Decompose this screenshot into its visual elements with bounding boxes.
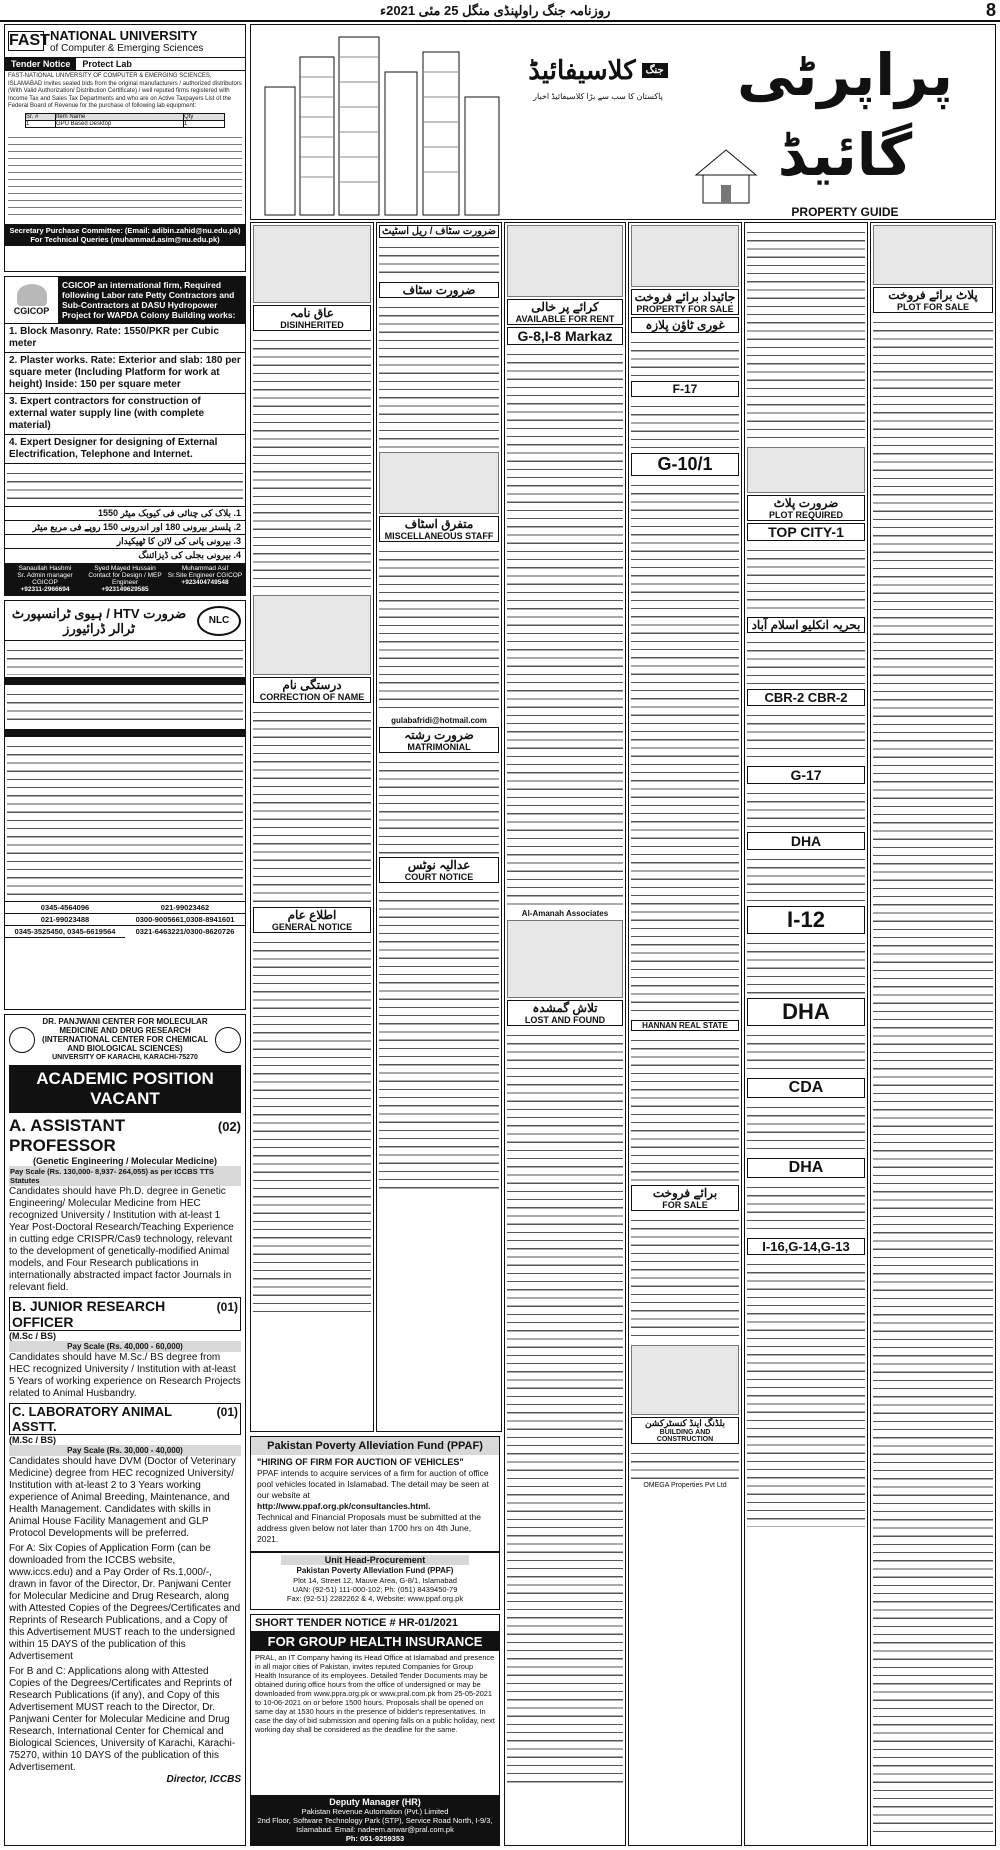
section-title-en: PROPERTY FOR SALE — [636, 304, 734, 314]
position-a-count: (02) — [217, 1119, 241, 1134]
cgicop-urdu-intro — [7, 466, 243, 504]
house-illustration — [507, 225, 623, 297]
iccbs-signature: Director, ICCBS — [166, 1774, 241, 1785]
section-title-en: BUILDING AND CONSTRUCTION — [656, 1429, 714, 1443]
classified-lines — [747, 635, 865, 687]
section-title-ur: برائے فروخت — [652, 1186, 718, 1200]
cgicop-item: 1. Block Masonry. Rate: 1550/PKR per Cubic meter — [5, 324, 245, 353]
omega-properties: OMEGA Properties Pvt Ltd — [643, 1482, 727, 1489]
pral-tender-no: SHORT TENDER NOTICE # HR-01/2021 — [251, 1615, 499, 1632]
ppaf-addr-1: Pakistan Poverty Alleviation Fund (PPAF) — [296, 1566, 454, 1575]
section-title-ur: درستگی نام — [282, 678, 342, 692]
email-line: gulabafridi@hotmail.com — [391, 716, 487, 725]
property-guide-header — [250, 24, 996, 220]
nust-tender-ad — [4, 24, 246, 272]
classified-lines — [253, 935, 371, 1315]
contact-phone: +923149629585 — [101, 586, 149, 593]
section-title-en: MISCELLANEOUS STAFF — [384, 531, 494, 541]
table-cell: 1 — [26, 121, 56, 127]
classified-lines — [747, 1100, 865, 1156]
section-title-en: PLOT REQUIRED — [768, 510, 843, 520]
section-title-en: FOR SALE — [662, 1200, 708, 1210]
classified-lines — [507, 347, 623, 907]
iccbs-ad — [4, 1014, 246, 1846]
section-title-ur: اطلاع عام — [287, 908, 337, 922]
classified-lines — [379, 885, 499, 1195]
page-number: 8 — [985, 0, 996, 20]
contact-role: Sr.Site Engineer CGICOP — [167, 572, 243, 579]
pral-body: PRAL, an IT Company having its Head Office at Islamabad and presence in all major cities of Pakistan, invites reputed Companies for Group Health Insurance of its employees. Detailed Tender Documents may be obtained during office hours from the office of undersigned or may be downloaded from www.ppra.org.pk or www.pral.com.pk from 25-05-2021 to 10-06-2021 on or before 1500 hours. Proposals shall be opened on same day at 1530 hours in the presence of bidder's representatives. In case the day of bid submission and opening falls on a public holiday, next working day shall be considered as the deadline for the same. — [255, 1653, 495, 1734]
section-title-ur: ضرورت رشتہ — [404, 728, 474, 742]
classified-lines — [747, 1257, 865, 1527]
section-title-ur: ضرورت پلاٹ — [773, 496, 839, 510]
classified-lines — [747, 708, 865, 764]
section-title-ur: ضرورت سٹاف / ریل اسٹیٹ — [382, 226, 496, 237]
position-b-pay: Pay Scale (Rs. 40,000 - 60,000) — [9, 1341, 241, 1352]
pral-tender-ad — [250, 1614, 500, 1846]
nlc-benefits-lines — [7, 739, 243, 899]
ppaf-ad — [250, 1436, 500, 1552]
skyline-illustration — [255, 27, 505, 217]
nust-terms-lines — [8, 131, 242, 221]
iccbs-org1: DR. PANJWANI CENTER FOR MOLECULAR MEDICINE AND DRUG RESEARCH — [42, 1017, 208, 1035]
classified-lines — [253, 705, 371, 905]
for-sale-sign-illustration — [873, 225, 993, 285]
classified-lines — [747, 225, 865, 445]
classified-lines — [747, 936, 865, 996]
table-header: Item Name — [56, 114, 184, 120]
box-top-city: TOP CITY-1 — [747, 523, 865, 541]
ppaf-address — [250, 1552, 500, 1610]
column-rent — [504, 222, 626, 1846]
section-title-ur: کرائے پر خالی — [531, 300, 599, 314]
ppaf-addr-3: UAN: (92-51) 111-000-102; Ph: (051) 8439450-79 — [292, 1585, 458, 1594]
position-a-pay: Pay Scale (Rs. 130,000- 8,937- 264,055) as per ICCBS TTS Statutes — [9, 1166, 241, 1186]
section-title-ur: تلاش گمشدہ — [532, 1001, 598, 1015]
classified-lines — [631, 1446, 739, 1480]
section-court-notice — [379, 857, 499, 883]
position-a-text: Candidates should have Ph.D. degree in Genetic Engineering/ Molecular Medicine from HEC recognized University / Institution with at-least 1 Year Post-Doctoral Research/Teaching Experience in cutting edge CRISPR/Cas9 technology, relevant to the development of genetically-modified Animal models, and Four Research publications in internationally abstracted impact factor Journals in relevant field. — [9, 1186, 234, 1293]
classified-lines — [631, 399, 739, 451]
nust-item-table — [25, 113, 225, 128]
section-general-notice — [253, 907, 371, 933]
position-a-title: A. ASSISTANT PROFESSOR — [9, 1116, 126, 1155]
pen-paper-illustration — [253, 595, 371, 675]
section-matrimonial — [379, 727, 499, 753]
tender-notice-label: Tender Notice — [5, 58, 76, 70]
jang-brand: جنگ — [642, 63, 668, 78]
nlc-phone: 021-99023462 — [125, 902, 245, 914]
hannan-real-state: HANNAN REAL STATE — [631, 1020, 739, 1031]
application-instructions-bc: For B and C: Applications along with Attested Copies of the Degrees/Certificates and Reprints of Research Publications (if any), and Copy of this Advertisement MUST reach to the Director, Dr. Panjwani Center for Molecular Medicine and Drug Research, International Center for Chemical and Biological Sciences, University of Karachi, Karachi-75270, within 10 DAYS of the publication of this Advertisement. — [9, 1666, 236, 1773]
classified-lines — [747, 1180, 865, 1236]
column-staff — [376, 222, 502, 1432]
nlc-phone: 0345-3525450, 0345-6619564 — [5, 926, 125, 938]
table-header: Qty — [184, 114, 194, 120]
contact-name: Sanaullah Hashmi — [18, 565, 72, 572]
ppaf-unit: Unit Head-Procurement — [281, 1555, 469, 1565]
houses-illustration — [747, 447, 865, 493]
academic-banner: ACADEMIC POSITION VACANT — [9, 1065, 241, 1113]
cgicop-contact — [85, 565, 165, 593]
table-header: Sr. # — [26, 114, 56, 120]
cgicop-item-ur: 2. پلستر بیرونی 180 اور اندرونی 150 روپے فی مربع میٹر — [5, 520, 245, 534]
section-title-en: GENERAL NOTICE — [271, 922, 353, 932]
ppaf-url[interactable]: http://www.ppaf.org.pk/consultancies.html. — [257, 1501, 431, 1511]
pral-sig-3: 2nd Floor, Software Technology Park (STP), Service Road North, I-9/3, Islamabad. Email: nadeem.anwar@pral.com.pk — [257, 1816, 493, 1834]
section-title-en: PLOT FOR SALE — [897, 302, 969, 312]
person-silhouette-illustration — [507, 920, 623, 998]
nlc-intro-lines — [7, 643, 243, 675]
box-dha-3: DHA — [747, 1158, 865, 1178]
nust-contact-2: For Technical Queries (muhammad.asim@nu.edu.pk) — [30, 235, 220, 244]
classified-lines — [873, 315, 993, 1835]
pral-sig-2: Pakistan Revenue Automation (Pvt.) Limited — [301, 1807, 449, 1816]
masthead-date: روزنامہ جنگ راولپنڈی منگل 25 مئی 2021ء — [380, 3, 611, 18]
section-title-ur: عاق نامہ — [290, 306, 334, 320]
section-for-sale — [631, 1185, 739, 1211]
box-cda: CDA — [747, 1078, 865, 1098]
classified-lines — [631, 478, 739, 1018]
box-i12: I-12 — [747, 906, 865, 934]
contact-phone: +92311-2966694 — [20, 586, 70, 593]
masthead — [0, 0, 1000, 22]
nust-body: FAST-NATIONAL UNIVERSITY OF COMPUTER & EMERGING SCIENCES, ISLAMABAD invites sealed bids from the original manufacturers / authorized distributors (With Valid Authorization/ Distribution Certificate) / well reputed firms registered with Income Tax and Sales Tax Departments and who are on Active Taxpayers List of the Federal Board of Revenue for the purchase of following lab equipment: — [8, 73, 242, 109]
section-lost-and-found — [507, 1000, 623, 1026]
classified-lines — [253, 333, 371, 593]
position-c-sub: (M.Sc / BS) — [9, 1435, 57, 1445]
section-plot-required — [747, 495, 865, 521]
section-disinherited — [253, 305, 371, 331]
box-g10: G-10/1 — [631, 453, 739, 476]
property-guide-title: پراپرٹی گائیڈ — [736, 41, 954, 189]
house-illustration — [631, 225, 739, 287]
section-plot-for-sale — [873, 287, 993, 313]
classified-lines — [631, 335, 739, 379]
section-title-en: LOST AND FOUND — [524, 1015, 606, 1025]
contact-name: Muhammad Asif — [181, 565, 229, 572]
section-title-ur: ضرورت سٹاف — [402, 283, 476, 297]
section-correction-of-name — [253, 677, 371, 703]
cgicop-logo-icon — [17, 284, 47, 306]
box-bahria: بحریہ انکلیو اسلام آباد — [747, 617, 865, 633]
nlc-phone: 021-99023488 — [5, 914, 125, 926]
ppaf-title: Pakistan Poverty Alleviation Fund (PPAF) — [251, 1437, 499, 1455]
cgicop-item-ur: 1. بلاک کی چنائی فی کیوبک میٹر 1550 — [5, 506, 245, 520]
pral-sig-1: Deputy Manager (HR) — [329, 1797, 421, 1807]
nlc-logo: NLC — [197, 606, 241, 636]
section-title-ur: بلڈنگ اینڈ کنسٹرکشن — [644, 1418, 726, 1428]
box-dha-1: DHA — [747, 832, 865, 850]
classified-lines — [507, 1028, 623, 1788]
column-notices — [250, 222, 374, 1432]
section-title-ur: جائیداد برائے فروخت — [634, 290, 736, 304]
section-title-ur: پلاٹ برائے فروخت — [888, 288, 978, 302]
nlc-phone: 0300-9005661,0308-8941601 — [125, 914, 245, 926]
classified-lines — [747, 786, 865, 830]
classified-lines — [379, 300, 499, 450]
iccbs-logo-icon — [9, 1027, 35, 1053]
section-title-en: AVAILABLE FOR RENT — [515, 314, 615, 324]
box-i16: I-16,G-14,G-13 — [747, 1238, 865, 1255]
classified-brand: کلاسیفائیڈ — [528, 55, 636, 85]
nust-name2: of Computer & Emerging Sciences — [50, 43, 204, 54]
section-title-en: COURT NOTICE — [404, 872, 474, 882]
iccbs-org2: (INTERNATIONAL CENTER FOR CHEMICAL AND BIOLOGICAL SCIENCES) — [42, 1035, 208, 1053]
contact-role: Sr. Admin manager CGICOP — [17, 572, 73, 586]
pral-sig-4: Ph: 051-9259353 — [345, 1834, 405, 1843]
nlc-phone: 0321-6463221/0300-8620726 — [135, 927, 235, 936]
gavel-illustration — [253, 225, 371, 303]
section-title-en: MATRIMONIAL — [407, 742, 471, 752]
table-cell: GPU Based Desktop — [56, 121, 184, 127]
cgicop-logo: CGICOP — [13, 306, 50, 316]
nlc-benefits-bar — [5, 729, 245, 737]
cgicop-item: 4. Expert Designer for designing of External Electrification, Telephone and Internet. — [5, 435, 245, 464]
nlc-criteria-lines — [7, 687, 243, 727]
section-building-construction — [631, 1417, 739, 1444]
ppaf-heading: "HIRING OF FIRM FOR AUCTION OF VEHICLES" — [257, 1457, 464, 1467]
box-f17: F-17 — [631, 381, 739, 397]
section-available-for-rent — [507, 299, 623, 325]
box-g8-markaz: G-8,I-8 Markaz — [507, 327, 623, 345]
fast-logo: FAST — [9, 32, 50, 49]
classified-lines — [747, 1028, 865, 1076]
section-staff-real-estate — [379, 225, 499, 238]
property-guide-subtitle: PROPERTY GUIDE — [791, 205, 899, 219]
cgicop-item-ur: 3. بیرونی پانی کی لائن کا ٹھیکیدار — [5, 534, 245, 548]
box-cbr: CBR-2 CBR-2 — [747, 689, 865, 706]
nlc-drivers-ad — [4, 600, 246, 1010]
classified-lines — [379, 755, 499, 855]
section-title-en: DISINHERITED — [280, 320, 344, 330]
section-title-ur: عدالیہ نوٹس — [407, 858, 471, 872]
pral-heading: FOR GROUP HEALTH INSURANCE — [251, 1632, 499, 1651]
position-c-count: (01) — [216, 1405, 238, 1419]
section-misc-staff — [379, 516, 499, 542]
ppaf-text-1: PPAF intends to acquire services of a firm for auction of office pool vehicles located in Islamabad. The detail may be seen at our website at — [257, 1468, 489, 1500]
nust-name: NATIONAL UNIVERSITY — [50, 28, 198, 43]
column-plot-for-sale — [870, 222, 996, 1846]
position-b-count: (01) — [216, 1300, 238, 1314]
staff-illustration — [379, 452, 499, 514]
contact-name: Syed Mayed Hussain — [94, 565, 156, 572]
box-g17: G-17 — [747, 766, 865, 784]
position-b-title: B. JUNIOR RESEARCH OFFICER — [12, 1298, 166, 1330]
cgicop-contact — [5, 565, 85, 593]
section-property-for-sale — [631, 289, 739, 315]
cgicop-intro: CGICOP an international firm, Required following Labor rate Petty Contractors and Sub-Contractors at DASU Hydropower Project for WAPDA Colony Building works: — [59, 277, 245, 323]
protect-lab-label: Protect Lab — [82, 59, 132, 69]
position-c-title: C. LABORATORY ANIMAL ASSTT. — [12, 1404, 172, 1434]
house-illustration — [691, 145, 761, 205]
nlc-title: ضرورت HTV / ہیوی ٹرانسپورٹ ٹرالر ڈرائیورز — [11, 605, 187, 636]
position-a-sub: (Genetic Engineering / Molecular Medicine) — [32, 1156, 218, 1166]
box-dha-2: DHA — [747, 998, 865, 1026]
application-instructions-a: For A: Six Copies of Application Form (can be downloaded from the ICCBS website, www.iccs.edu) and a Pay Order of Rs.1,000/-, drawn in favor of the Director, Dr. Panjwani Center for Molecular Medicine and Drug Research, along with Attested Copies of the Degrees/Certificates and Reprints of Research Publications, and a Copy of this Advertisement MUST reach to the undersigned within 15 DAYS of the publication of this Advertisement — [9, 1543, 241, 1662]
classified-lines — [631, 1033, 739, 1183]
ppaf-addr-4: Fax: (92-51) 2282262 & 4, Website: www.ppaf.org.pk — [286, 1594, 464, 1603]
nlc-phone: 0345-4564096 — [5, 902, 125, 914]
column-property-required — [744, 222, 868, 1846]
cgicop-item: 3. Expert contractors for construction of external water supply line (with complete material) — [5, 394, 245, 435]
classified-lines — [747, 852, 865, 904]
pcmd-logo-icon — [215, 1027, 241, 1053]
contact-role: Contact for Design / MEP Engineer — [88, 572, 162, 586]
classified-lines — [747, 543, 865, 615]
classified-lines — [379, 240, 499, 280]
nust-contact-1: Secretary Purchase Committee: (Email: adibin.zahid@nu.edu.pk) — [9, 226, 241, 235]
cgicop-contact — [165, 565, 245, 593]
section-title-ur: متفرق اسٹاف — [404, 517, 474, 531]
nlc-criteria-bar — [5, 677, 245, 685]
iccbs-org3: UNIVERSITY OF KARACHI, KARACHI-75270 — [52, 1054, 198, 1061]
position-c-text: Candidates should have DVM (Doctor of Veterinary Medicine) degree from HEC recognized University/ Institution with at-least 2 to 3 Years working experience of Animal Breeding, Maintenance, and Health Management. Candidates with skills in Animal House Facility Management and GLP Protocol Developments will be preferred. — [9, 1456, 236, 1539]
table-cell: 1 — [184, 121, 188, 127]
section-title-en: CORRECTION OF NAME — [259, 692, 365, 702]
ppaf-text-2: Technical and Financial Proposals must be submitted at the address given below not later than 1700 hrs on 4th June, 2021. — [257, 1512, 481, 1544]
column-property-for-sale — [628, 222, 742, 1846]
classified-lines — [379, 544, 499, 714]
al-amanah: Al-Amanah Associates — [521, 909, 609, 918]
box-ghouri-town: غوری ٹاؤن پلازہ — [631, 317, 739, 333]
classified-lines — [631, 1213, 739, 1343]
position-b-text: Candidates should have M.Sc./ BS degree from HEC recognized University / Institution with at-least 5 Years of working experience on Research Projects related to Animal Husbandry. — [9, 1352, 241, 1399]
cgicop-ad — [4, 276, 246, 596]
section-staff — [379, 282, 499, 298]
contact-phone: +923404749548 — [181, 579, 229, 586]
cgicop-item-ur: 4. بیرونی بجلی کی ڈیزائننگ — [5, 548, 245, 562]
building-illustration — [631, 1345, 739, 1415]
position-c-pay: Pay Scale (Rs. 30,000 - 40,000) — [9, 1445, 241, 1456]
classified-tagline: پاکستان کا سب سے بڑا کلاسیفائیڈ اخبار — [533, 92, 663, 101]
ppaf-addr-2: Plot 14, Street 12, Mauve Area, G-8/1, Islamabad — [293, 1576, 457, 1585]
cgicop-item: 2. Plaster works. Rate: Exterior and slab: 180 per square meter (Including Platform for work at height) Inside: 150 per square meter — [5, 353, 245, 394]
position-b-sub: (M.Sc / BS) — [9, 1331, 57, 1341]
